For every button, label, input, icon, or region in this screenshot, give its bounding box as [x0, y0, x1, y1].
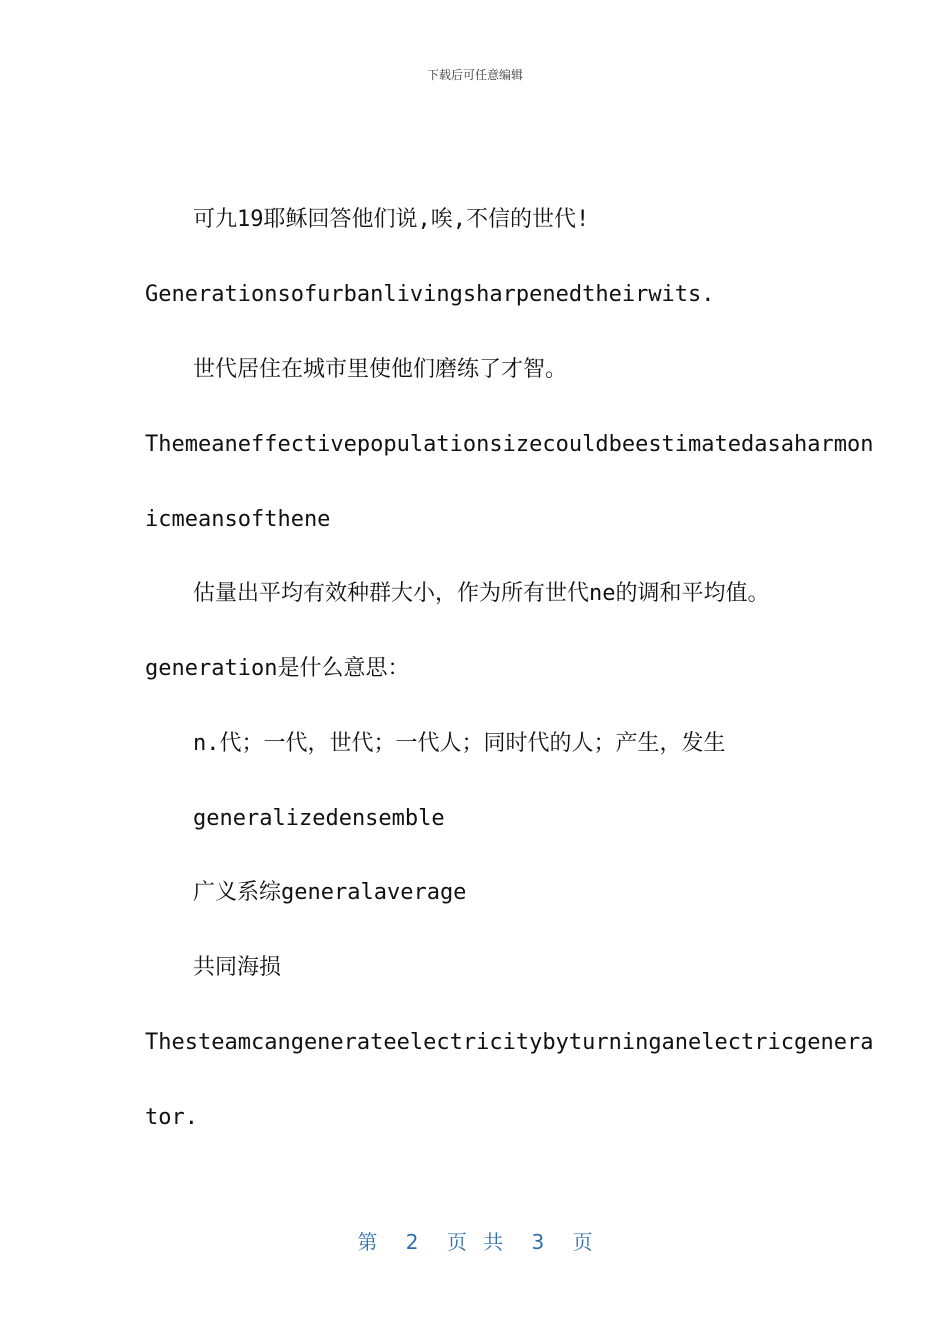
page-footer	[0, 1226, 950, 1255]
body-line-11: 共同海损	[193, 955, 282, 980]
body-line-5: icmeansofthene	[145, 507, 331, 532]
body-line-3: 世代居住在城市里使他们磨练了才智。	[193, 357, 568, 382]
footer-page-word: 第	[357, 1230, 378, 1254]
body-line-1: 可九19耶稣回答他们说,唉,不信的世代!	[193, 207, 590, 232]
footer-page-mid: 页 共	[446, 1230, 504, 1254]
footer-page-end: 页	[572, 1230, 593, 1254]
body-line-8: n.代；一代，世代；一代人；同时代的人；产生，发生	[193, 731, 726, 756]
body-line-13: tor.	[145, 1105, 198, 1130]
body-line-4: Themeaneffectivepopulationsizecouldbeestimatedasaharmon	[145, 432, 874, 457]
footer-page-current: 2	[405, 1230, 419, 1254]
footer-page-total: 3	[531, 1230, 545, 1254]
body-line-7: generation是什么意思：	[145, 656, 410, 681]
body-line-9: generalizedensemble	[193, 806, 445, 831]
body-line-2: Generationsofurbanlivingsharpenedtheirwits.	[145, 282, 715, 307]
page-header: 下载后可任意编辑	[426, 68, 523, 82]
body-line-10: 广义系综generalaverage	[193, 880, 467, 905]
body-line-12: Thesteamcangenerateelectricitybyturninganelectricgenera	[145, 1030, 874, 1055]
body-line-6: 估量出平均有效种群大小，作为所有世代ne的调和平均值。	[193, 581, 770, 606]
